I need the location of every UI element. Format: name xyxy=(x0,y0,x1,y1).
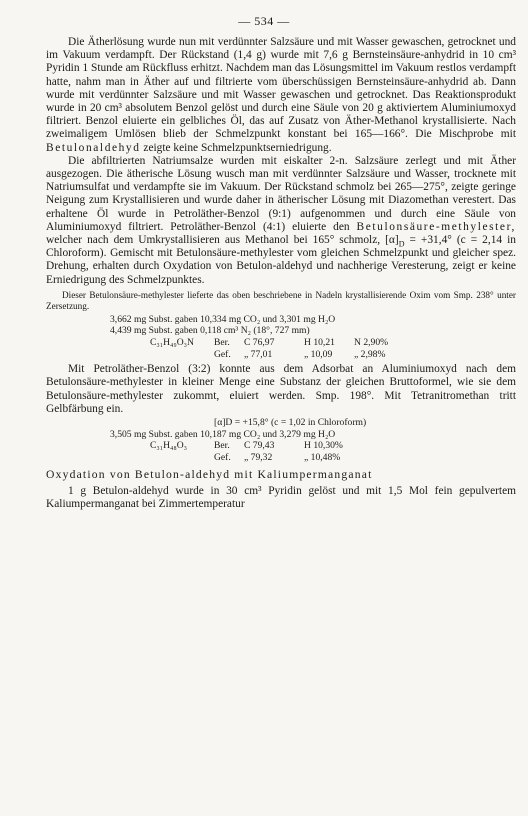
analysis-calc-row xyxy=(46,440,516,452)
paragraph-oxidation: 1 g Betulon-aldehyd wurde in 30 cm³ Pyridin gelöst und mit 1,5 Mol fein gepulvertem Kaliumpermanganat bei Zimmertemperatur xyxy=(46,484,516,510)
paragraph-text: = +31,4° (c = 2,14 in Chloroform). Gemischt mit Betulonsäure-methylester vom gleichen Schmelzpunkt und gleicher spez. Drehung, erhalten durch Oxydation von Betulon-aldehyd und nachherige Veresterung, zeigt er keine Erniedrigung des Schmelzpunktes. xyxy=(46,234,516,286)
compound-name: Betulonsäure-methylester, xyxy=(356,220,516,233)
paragraph-ether-extraction xyxy=(46,36,516,155)
found-hydrogen: „ 10,48% xyxy=(304,451,341,463)
analysis-line: 3,505 mg Subst. gaben 10,187 mg CO₂ und 3,279 mg H₂O xyxy=(110,428,336,440)
footnote: Dieser Betulonsäure-methylester lieferte das oben beschriebene in Nadeln krystallisierende Oxim vom Smp. 238° unter Zersetzung. xyxy=(46,289,516,311)
page-body xyxy=(46,36,516,511)
elemental-analysis-1 xyxy=(46,314,516,360)
analysis-calc-row xyxy=(46,337,516,349)
paragraph-text: Die abfiltrierten Natriumsalze wurden mit eiskalter 2-n. Salzsäure zerlegt und mit Äther ausgezogen. Die ätherische Lösung wusch man mit verdünnter Salzsäure und Wasser, trocknete mit Natriumsulfat und verdampfte sie im Vakuum. Der Rückstand schmolz bei 265—275°, zeigte geringe Neigung zum Krystallisieren und wurde daher in ätherischer Lösung mit Diazomethan verestert. Das erhaltene Öl wurde in Petroläther-Benzol (9:1) aufgenommen und durch eine Säule von Aluminiumoxyd filtriert. Petroläther-Benzol (4:1) eluierte den xyxy=(46,154,516,233)
found-label: Gef. xyxy=(214,451,231,463)
section-heading: Oxydation von Betulon-aldehyd mit Kaliumpermanganat xyxy=(46,468,373,482)
calc-carbon: C 79,43 xyxy=(244,440,275,452)
calc-hydrogen: H 10,21 xyxy=(304,337,335,349)
paragraph-petroleum-ether: Mit Petroläther-Benzol (3:2) konnte aus dem Adsorbat an Aluminiumoxyd nach dem Betulonsäure-methylester in kleiner Menge eine Substanz der gleichen Bruttoformel, wie sie dem Betulonsäure-methylester zukommt, eluiert werden. Smp. 198°. Mit Tetranitromethan tritt Gelbfärbung ein. xyxy=(46,363,516,415)
found-label: Gef. xyxy=(214,348,231,360)
elemental-analysis-2 xyxy=(46,417,516,463)
calc-nitrogen: N 2,90% xyxy=(354,337,389,349)
rotation-line: [α]D = +15,8° (c = 1,02 in Chloroform) xyxy=(214,417,367,429)
found-carbon: „ 79,32 xyxy=(244,451,273,463)
analysis-line: 3,662 mg Subst. gaben 10,334 mg CO₂ und 3,301 mg H₂O xyxy=(110,313,336,325)
found-nitrogen: „ 2,98% xyxy=(354,348,386,360)
molecular-formula: C₃₁H₄₈O₃ xyxy=(150,440,187,452)
analysis-found-row xyxy=(46,349,516,361)
calc-label: Ber. xyxy=(214,337,230,349)
compound-name: Betulonaldehyd xyxy=(46,141,141,154)
found-carbon: „ 77,01 xyxy=(244,348,273,360)
found-hydrogen: „ 10,09 xyxy=(304,348,333,360)
page-number: — 534 — xyxy=(238,14,290,28)
paragraph-text: welcher nach dem Umkrystallisieren aus Methanol bei 165° schmolz, [α] xyxy=(46,234,399,247)
paragraph-text: zeigte keine Schmelzpunktserniedrigung. xyxy=(143,141,332,154)
paragraph-text: Die Ätherlösung wurde nun mit verdünnter Salzsäure und mit Wasser gewaschen, getrocknet und im Vakuum verdampft. Der Rückstand (1,4 g) wurde mit 7,6 g Bernsteinsäure-anhydrid in 10 cm³ Pyridin 1 Stunde am Rückfluss erhitzt. Nachdem man das Lösungsmittel im Vakuum restlos verdampft hatte, nahm man in Äther auf und filtrierte vom überschüssigen Bernsteinsäure-anhydrid ab. Dann wurde mit verdünnter Salzsäure und mit Wasser gewaschen und getrocknet. Das Reaktionsprodukt wurde in 20 cm³ absolutem Benzol gelöst und durch eine Säule von 20 g aktiviertem Aluminiumoxyd filtriert. Benzol eluierte ein gelbliches Öl, das auf Zusatz von Äther-Methanol krystallisierte. Nach zweimaligem Umlösen blieb der Schmelzpunkt konstant bei 165—166°. Die Mischprobe mit xyxy=(46,36,516,141)
analysis-found-row xyxy=(46,452,516,464)
calc-hydrogen: H 10,30% xyxy=(304,440,343,452)
analysis-line: 4,439 mg Subst. gaben 0,118 cm³ N₂ (18°, 727 mm) xyxy=(110,325,310,337)
calc-carbon: C 76,97 xyxy=(244,337,275,349)
rotation-subscript: D xyxy=(398,239,405,249)
paragraph-sodium-salts xyxy=(46,155,516,287)
calc-label: Ber. xyxy=(214,440,230,452)
molecular-formula: C₃₁H₄₉O₃N xyxy=(150,337,194,349)
